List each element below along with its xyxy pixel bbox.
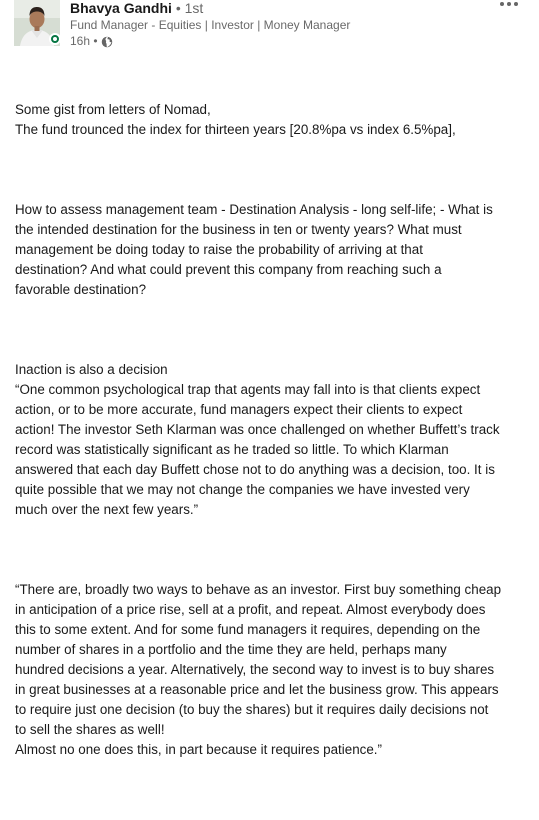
globe-icon [101, 36, 113, 48]
more-options-icon [500, 2, 504, 6]
post-body [15, 60, 535, 820]
author-name-line[interactable] [70, 0, 203, 17]
online-status-icon [49, 33, 61, 45]
connection-degree: • 1st [175, 0, 204, 16]
more-options-button[interactable] [497, 0, 521, 12]
post-header [0, 0, 539, 56]
post-paragraph: How to assess management team - Destination Analysis - long self-life; - What is the intended destination for the business in ten or twenty years? What must management be doing today to raise the probability of arriving at that destination? And what could prevent this company from reaching such a favorable destination? [15, 202, 493, 297]
post-paragraph: “There are, broadly two ways to behave as an investor. First buy something cheap in anticipation of a price rise, sell at a profit, and repeat. Almost everybody does this to some extent. And for some fund managers it requires, depending on the number of shares in a portfolio and the time they are held, perhaps many hundred decisions a year. Alternatively, the second way to invest is to buy shares in great businesses at a reasonable price and let the business grow. This appears to require just one decision (to buy the shares) but it requires daily decisions not to sell the shares as well! Almost no one does this, in part because it requires patience.” [15, 582, 502, 757]
author-avatar-link[interactable] [14, 0, 64, 50]
post-paragraph: Inaction is also a decision “One common psychological trap that agents may fall into is that clients expect action, or to be more accurate, fund managers expect their clients to expect action! The investor Seth Klarman was once challenged on whether Buffett’s track record was statistically significant as he traded so little. To which Klarman answered that each day Buffett chose not to do anything was a decision, too. It is quite possible that we may not change the companies we have invested very much over the next few years.” [15, 362, 500, 517]
post-paragraph: Some gist from letters of Nomad, The fund trounced the index for thirteen years [20.8%pa vs index 6.5%pa], [15, 102, 456, 137]
author-headline: Fund Manager - Equities | Investor | Money Manager [70, 18, 351, 32]
post-timestamp[interactable]: 16h • [70, 34, 98, 48]
post-meta [70, 34, 113, 49]
author-name[interactable]: Bhavya Gandhi [70, 0, 172, 16]
